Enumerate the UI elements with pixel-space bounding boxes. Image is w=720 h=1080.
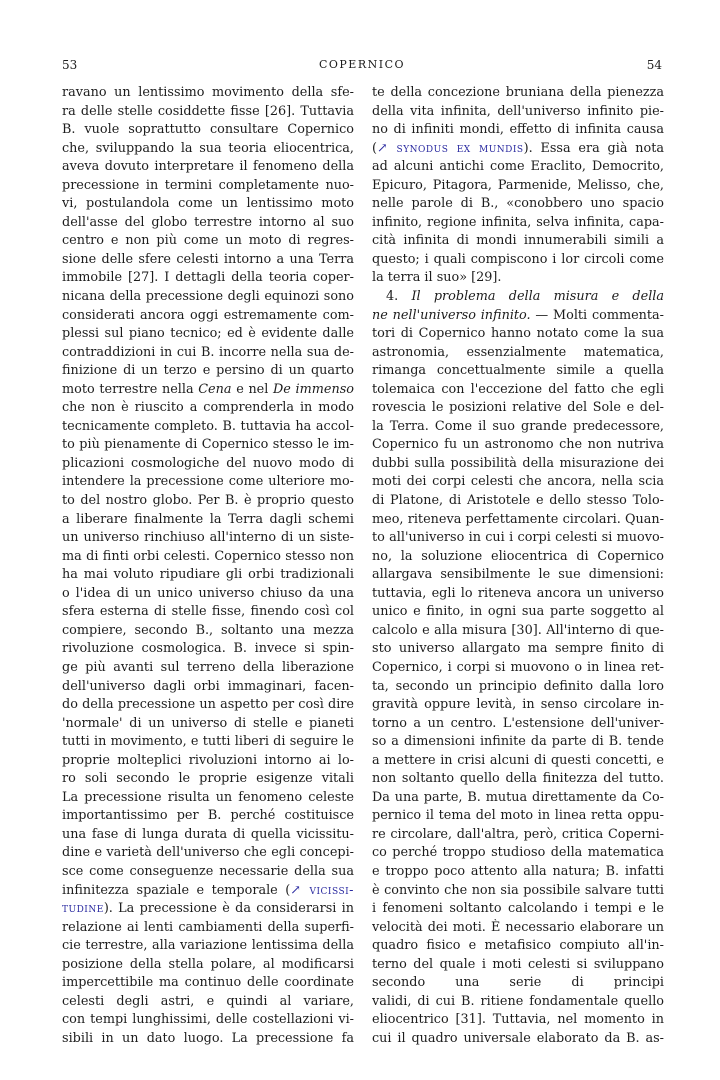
text-line: sfera esterna di stelle fisse, finendo così col: [62, 604, 354, 620]
text-line: plicazioni cosmologiche del nuovo modo di: [62, 455, 354, 471]
text-run: e nel: [231, 381, 274, 397]
section-heading: [372, 288, 664, 307]
text-line: cui il quadro universale elaborato da B. as-: [372, 1030, 664, 1046]
text-run: (: [372, 140, 377, 156]
text-line: cie terrestre, alla variazione lentissima della: [62, 938, 354, 954]
text-line: 'normale' di un universo di stelle e pianeti: [62, 715, 354, 731]
running-header: [62, 58, 662, 78]
text-line: te della concezione bruniana della pienezza: [372, 85, 664, 100]
text-line: La precessione risulta un fenomeno celeste: [62, 789, 354, 805]
text-line: dell'asse del globo terrestre intorno al suo: [62, 214, 354, 230]
text-line: aveva dovuto interpretare il fenomeno della: [62, 159, 354, 175]
text-line: precessione in termini completamente nuo-: [62, 177, 354, 193]
text-line: [372, 307, 664, 326]
text-line: allargava sensibilmente le sue dimensioni:: [372, 567, 664, 583]
text-line: [62, 882, 354, 901]
text-line: immobile [27]. I dettagli della teoria coper-: [62, 270, 354, 286]
text-line: to all'universo in cui i corpi celesti si muovo-: [372, 530, 664, 546]
text-line: cità infinita di mondi innumerabili simili a: [372, 233, 664, 249]
text-line: relazione ai lenti cambiamenti della superfi-: [62, 919, 354, 935]
text-line: dell'universo dagli orbi immaginari, facen-: [62, 678, 354, 694]
cross-reference-link[interactable]: ↗ vicissi-: [290, 882, 354, 898]
text-line: secondo una serie di principi: [372, 975, 664, 991]
text-line: ad alcuni antichi come Eraclito, Democrito,: [372, 159, 664, 175]
text-line: quadro fisico e metafisico compiuto all'in-: [372, 938, 664, 954]
text-line: contraddizioni in cui B. incorre nella sua de-: [62, 344, 354, 360]
text-line: di Platone, di Aristotele e dello stesso Tolo-: [372, 493, 664, 509]
text-line: a liberare finalmente la Terra dagli schemi: [62, 511, 354, 527]
text-line: nelle parole di B., «conobbero uno spacio: [372, 196, 664, 212]
text-line: validi, di cui B. ritiene fondamentale quello: [372, 993, 664, 1009]
text-line: velocità dei moti. È necessario elaborare un: [372, 919, 664, 935]
cross-reference-link[interactable]: ↗ synodus ex mundis: [377, 140, 524, 156]
text-line: sione delle sfere celesti intorno a una Terra: [62, 251, 354, 267]
section-heading-text: Il problema della misura e della: [411, 289, 664, 305]
text-line: moti dei corpi celesti che ancora, nella scia: [372, 474, 664, 490]
running-title: COPERNICO: [318, 58, 406, 71]
text-run: moto terrestre nella: [62, 381, 199, 397]
book-title: De immenso: [273, 381, 354, 397]
text-line: sto universo allargato ma sempre finito di: [372, 641, 664, 657]
text-line: importantissimo per B. perché costituisce: [62, 808, 354, 824]
text-line: con tempi lunghissimi, delle costellazioni vi-: [62, 1012, 354, 1028]
text-line: terno del quale i moti celesti si sviluppano: [372, 956, 664, 972]
section-heading-text: ne nell'universo infinito.: [372, 307, 531, 323]
text-line: questo; i quali compiscono i lor circoli come: [372, 251, 664, 267]
text-line: tutti in movimento, e tutti liberi di seguire le: [62, 734, 354, 750]
text-line: o l'idea di un unico universo chiuso da una: [62, 585, 354, 601]
text-line: nicana della precessione degli equinozi sono: [62, 289, 354, 305]
text-line: e troppo poco attento alla natura; B. infatti: [372, 863, 664, 879]
book-title: Cena: [198, 381, 232, 397]
text-line: tecnicamente completo. B. tuttavia ha accol-: [62, 418, 354, 434]
cross-reference-link[interactable]: tudine: [62, 901, 104, 917]
text-line: [372, 140, 664, 159]
text-line: rovescia le posizioni relative del Sole e del-: [372, 400, 664, 416]
text-line: Copernico fu un astronomo che non nutriva: [372, 437, 664, 453]
text-line: vi, postulandola come un lentissimo moto: [62, 196, 354, 212]
text-line: impercettibile ma continuo delle coordinate: [62, 975, 354, 991]
text-run: infinitezza spaziale e temporale (: [62, 882, 291, 898]
text-line: [62, 900, 354, 919]
text-line: no di infiniti mondi, effetto di infinita causa: [372, 122, 664, 138]
text-line: Copernico, i corpi si muovono o in linea ret-: [372, 659, 664, 675]
text-line: è convinto che non sia possibile salvare tutti: [372, 882, 664, 898]
text-line: una fase di lunga durata di quella vicissitu-: [62, 826, 354, 842]
left-column: [62, 84, 354, 1048]
text-line: la terra il suo» [29].: [372, 270, 502, 286]
text-line: tori di Copernico hanno notato come la sua: [372, 326, 664, 342]
text-line: finizione di un terzo e persino di un quarto: [62, 363, 354, 379]
text-line: che, sviluppando la sua teoria eliocentrica,: [62, 140, 354, 156]
page-number-right: 54: [646, 58, 662, 72]
text-line: un universo rinchiuso all'interno di un siste-: [62, 530, 354, 546]
text-line: centro e non più come un moto di regres-: [62, 233, 354, 249]
text-line: Epicuro, Pitagora, Parmenide, Melisso, che,: [372, 177, 664, 193]
text-line: gravità oppure levità, in senso circolare in-: [372, 697, 664, 713]
text-line: meo, riteneva perfettamente circolari. Quan-: [372, 511, 664, 527]
text-line: celesti degli astri, e quindi al variare,: [62, 993, 354, 1009]
section-number: 4.: [386, 289, 412, 305]
text-line: Da una parte, B. mutua direttamente da Co-: [372, 789, 664, 805]
text-line: astronomia, essenzialmente matematica,: [372, 344, 664, 360]
text-run: ). Essa era già nota: [523, 140, 664, 156]
text-line: posizione della stella polare, al modificarsi: [62, 956, 354, 972]
text-line: torno a un centro. L'estensione dell'univer-: [372, 715, 664, 731]
text-line: sce come conseguenze necessarie della sua: [62, 863, 354, 879]
text-line: della vita infinita, dell'universo infinito pie-: [372, 103, 664, 119]
text-line: che non è riuscito a comprenderla in modo: [62, 400, 354, 416]
text-line: to del nostro globo. Per B. è proprio questo: [62, 493, 354, 509]
right-column: [372, 84, 664, 1048]
text-line: a mettere in crisi alcuni di questi concetti, e: [372, 752, 664, 768]
text-line: plessi sul piano tecnico; ed è evidente dalle: [62, 326, 354, 342]
text-line: [62, 381, 354, 400]
text-line: sibili in un dato luogo. La precessione fa: [62, 1030, 354, 1046]
text-line: infinito, regione infinita, selva infinita, capa-: [372, 214, 664, 230]
text-line: ge più avanti sul terreno della liberazione: [62, 659, 354, 675]
text-line: considerati ancora oggi estremamente com-: [62, 307, 354, 323]
text-line: intendere la precessione come ulteriore mo-: [62, 474, 354, 490]
text-line: to più pienamente di Copernico stesso le im-: [62, 437, 354, 453]
text-line: pernico il tema del moto in linea retta oppu-: [372, 808, 664, 824]
text-line: co perché troppo studioso della matematica: [372, 845, 664, 861]
text-line: ta, secondo un principio definito dalla loro: [372, 678, 664, 694]
text-line: B. vuole soprattutto consultare Copernico: [62, 122, 354, 138]
text-line: tuttavia, egli lo riteneva ancora un universo: [372, 585, 664, 601]
text-line: no, la soluzione eliocentrica di Copernico: [372, 548, 664, 564]
text-line: ra delle stelle cosiddette fisse [26]. Tuttavia: [62, 103, 354, 119]
text-line: ma di finti orbi celesti. Copernico stesso non: [62, 548, 354, 564]
page-number-left: 53: [62, 58, 78, 72]
text-line: so a dimensioni infinite da parte di B. tende: [372, 734, 664, 750]
text-line: compiere, secondo B., soltanto una mezza: [62, 622, 354, 638]
text-line: ro soli secondo le proprie esigenze vitali: [62, 771, 354, 787]
text-line: non soltanto quello della finitezza del tutto.: [372, 771, 664, 787]
text-line: eliocentrico [31]. Tuttavia, nel momento in: [372, 1012, 664, 1028]
text-line: i fenomeni soltanto calcolando i tempi e le: [372, 901, 664, 917]
text-line: ravano un lentissimo movimento della sfe-: [62, 85, 354, 100]
text-line: dine e varietà dell'universo che egli concepi-: [62, 845, 354, 861]
text-line: unico e finito, in ogni sua parte soggetto al: [372, 604, 664, 620]
text-line: tolemaica con l'eccezione del fatto che egli: [372, 381, 664, 397]
text-line: dubbi sulla possibilità della misurazione dei: [372, 455, 664, 471]
text-line: ha mai voluto ripudiare gli orbi tradizionali: [62, 567, 354, 583]
text-run: ). La precessione è da considerarsi in: [103, 901, 354, 917]
text-line: rimanga concettualmente simile a quella: [372, 363, 664, 379]
text-line: proprie molteplici rivoluzioni intorno ai lo-: [62, 752, 354, 768]
text-line: la Terra. Come il suo grande predecessore,: [372, 418, 664, 434]
text-line: do della precessione un aspetto per così dire: [62, 697, 354, 713]
text-line: rivoluzione cosmologica. B. invece si spin-: [62, 641, 354, 657]
text-run: — Molti commenta-: [530, 307, 664, 323]
text-line: re circolare, dall'altra, però, critica Coperni-: [372, 826, 664, 842]
text-line: calcolo e alla misura [30]. All'interno di que-: [372, 622, 664, 638]
